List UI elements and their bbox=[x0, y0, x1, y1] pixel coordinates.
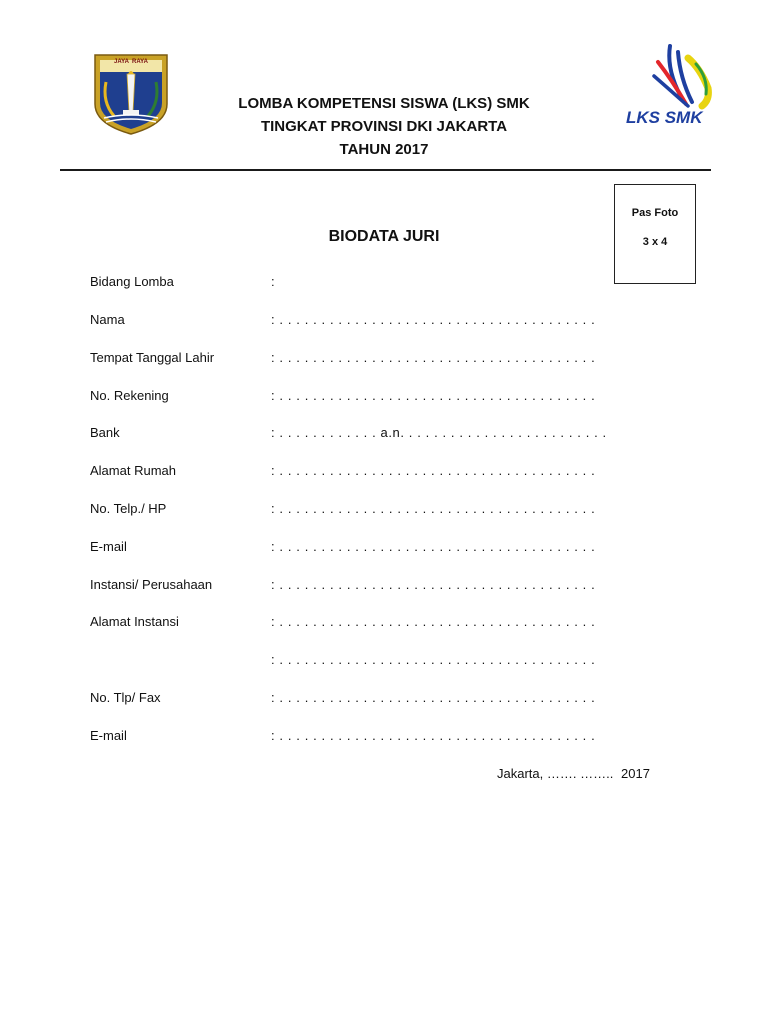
field-label: No. Tlp/ Fax bbox=[90, 690, 161, 705]
lks-smk-logo-text: LKS SMK bbox=[626, 108, 703, 127]
page-title: BIODATA JURI bbox=[328, 228, 440, 245]
field-label: Nama bbox=[90, 312, 125, 327]
field-label: No. Rekening bbox=[90, 388, 169, 403]
field-row-nama bbox=[90, 312, 610, 332]
photo-box-label: Pas Foto bbox=[631, 207, 679, 219]
field-row-bidang-lomba bbox=[90, 274, 610, 294]
field-row-alamat-instansi bbox=[90, 614, 610, 634]
field-label: Tempat Tanggal Lahir bbox=[90, 350, 215, 365]
header-line-3: TAHUN 2017 bbox=[339, 141, 429, 158]
field-value: : . . . . . . . . . . . . a.n. . . . . . . . . . . . . . . . . . . . . . . . . bbox=[271, 425, 607, 440]
field-value: : bbox=[271, 274, 276, 289]
header-line-1: LOMBA KOMPETENSI SISWA (LKS) SMK bbox=[238, 95, 530, 112]
field-label: Bidang Lomba bbox=[90, 274, 174, 289]
field-label: E-mail bbox=[90, 728, 127, 743]
field-row-email bbox=[90, 539, 610, 559]
field-value: : . . . . . . . . . . . . . . . . . . . . . . . . . . . . . . . . . . . . . . bbox=[271, 501, 596, 516]
lks-smk-logo bbox=[622, 44, 714, 130]
field-label: Alamat Instansi bbox=[90, 614, 179, 629]
field-row-bank bbox=[90, 425, 610, 445]
field-value: : . . . . . . . . . . . . . . . . . . . . . . . . . . . . . . . . . . . . . . bbox=[271, 690, 596, 705]
field-value: : . . . . . . . . . . . . . . . . . . . . . . . . . . . . . . . . . . . . . . bbox=[271, 463, 596, 478]
field-label: E-mail bbox=[90, 539, 127, 554]
field-value: : . . . . . . . . . . . . . . . . . . . . . . . . . . . . . . . . . . . . . . bbox=[271, 652, 596, 667]
field-row-no-telp-hp bbox=[90, 501, 610, 521]
field-label: Bank bbox=[90, 425, 120, 440]
header-line-2: TINGKAT PROVINSI DKI JAKARTA bbox=[260, 118, 508, 135]
field-value: : . . . . . . . . . . . . . . . . . . . . . . . . . . . . . . . . . . . . . . bbox=[271, 539, 596, 554]
signature-place-date: Jakarta, ……. …….. bbox=[497, 766, 614, 781]
field-value: : . . . . . . . . . . . . . . . . . . . . . . . . . . . . . . . . . . . . . . bbox=[271, 312, 596, 327]
field-value: : . . . . . . . . . . . . . . . . . . . . . . . . . . . . . . . . . . . . . . bbox=[271, 728, 596, 743]
field-row-alamat-instansi-continued bbox=[90, 652, 610, 672]
emblem-banner-text: JAYA RAYA bbox=[114, 59, 148, 65]
photo-placeholder-box bbox=[614, 184, 696, 284]
photo-box-size: 3 x 4 bbox=[642, 236, 668, 248]
field-row-instansi-perusahaan bbox=[90, 577, 610, 597]
jakarta-emblem-logo bbox=[92, 52, 170, 136]
field-row-email-instansi bbox=[90, 728, 610, 748]
field-row-alamat-rumah bbox=[90, 463, 610, 483]
field-row-tempat-tanggal-lahir bbox=[90, 350, 610, 370]
field-row-no-tlp-fax bbox=[90, 690, 610, 710]
field-row-no-rekening bbox=[90, 388, 610, 408]
field-value: : . . . . . . . . . . . . . . . . . . . . . . . . . . . . . . . . . . . . . . bbox=[271, 388, 596, 403]
field-label: Instansi/ Perusahaan bbox=[90, 577, 213, 592]
field-value: : . . . . . . . . . . . . . . . . . . . . . . . . . . . . . . . . . . . . . . bbox=[271, 577, 596, 592]
field-value: : . . . . . . . . . . . . . . . . . . . . . . . . . . . . . . . . . . . . . . bbox=[271, 350, 596, 365]
field-label: Alamat Rumah bbox=[90, 463, 176, 478]
field-label: No. Telp./ HP bbox=[90, 501, 167, 516]
signature-year: 2017 bbox=[621, 766, 650, 781]
field-value: : . . . . . . . . . . . . . . . . . . . . . . . . . . . . . . . . . . . . . . bbox=[271, 614, 596, 629]
header-divider bbox=[60, 169, 711, 171]
